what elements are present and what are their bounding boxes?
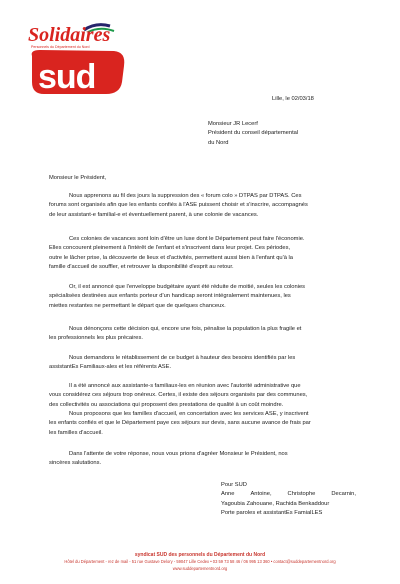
signature-names-row bbox=[221, 490, 356, 499]
signature-line: Pour SUD bbox=[221, 482, 247, 488]
paragraph-line: vous considérez ces séjours trop onéreux. Certes, il existe des séjours organisés par des communes, bbox=[49, 392, 308, 399]
paragraph-line: sincères salutations. bbox=[49, 460, 102, 467]
footer-title: syndicat SUD des personnels du Département du Nord bbox=[134, 552, 266, 558]
paragraph bbox=[49, 235, 356, 272]
footer-website: www.suddepartementnord.org bbox=[172, 566, 228, 571]
paragraph-line: de leur assistant-e familial-e et éventuellement parent, à une colonie de vacances. bbox=[49, 211, 259, 218]
paragraph-line: des collectivités ou associations qui proposent des prestations de qualité à un coût moindre. bbox=[49, 401, 284, 408]
paragraph-line: Dans l'attente de votre réponse, nous vous prions d'agréer Monsieur le Président, nos bbox=[69, 451, 288, 457]
paragraph-line: spécialisées destinées aux enfants porteur d'un handicap seront intégralement maintenues, les bbox=[49, 293, 291, 300]
paragraph bbox=[49, 192, 356, 220]
signature-word: Christophe bbox=[287, 491, 316, 498]
paragraph bbox=[49, 450, 356, 469]
paragraph-line: assistantEs Familiaux-ales et les référents ASE. bbox=[49, 364, 172, 371]
logo-subtitle: Personnels du Département du Nord bbox=[31, 45, 90, 49]
paragraph bbox=[49, 283, 356, 311]
recipient-title: Président du conseil départemental bbox=[208, 130, 299, 137]
paragraph-line: Nous dénonçons cette décision qui, encore une fois, pénalise la population la plus fragile et bbox=[69, 326, 302, 332]
paragraph-line: Ces colonies de vacances sont loin d'être un luxe dont le Département peut faire l'économie. bbox=[69, 236, 305, 242]
footer-address: Hôtel du Département - rez de mail - 51 rue Gustave Delory - 59047 Lille Cedex • 03 59 73 58 46 / 06 995 13 360 • contact@suddepartementnord.org bbox=[64, 559, 336, 564]
paragraph-line: forums sont organisés afin que les enfants confiés à l'ASE puissent choisir et s'inscrire, accompagnés bbox=[49, 202, 308, 209]
place-date: Lille, le 02/03/18 bbox=[272, 96, 314, 102]
sud-solidaires-logo-graphic bbox=[26, 22, 130, 98]
paragraph-line: Il a été annoncé aux assistante-s familiaux-les en réunion avec l'autorité administrative que bbox=[69, 383, 301, 389]
recipient-org: du Nord bbox=[208, 139, 229, 146]
paragraph-line: famille d'accueil de souffler, et retrouver la disponibilité d'esprit au retour. bbox=[49, 263, 234, 270]
paragraph bbox=[49, 325, 356, 344]
signature-line: Porte paroles et assistantEs FamialLES bbox=[221, 509, 323, 516]
paragraph-line: Nous apprenons au fil des jours la suppression des « forum colo » DTPAS par DTPAS. Ces bbox=[69, 193, 302, 199]
paragraph bbox=[49, 410, 356, 438]
signature-word: Antoine, bbox=[250, 491, 272, 498]
salutation: Monsieur le Président, bbox=[49, 175, 107, 181]
union-logo bbox=[26, 22, 130, 98]
logo-mark-text: sud bbox=[38, 58, 96, 96]
paragraph-line: Or, il est annoncé que l'enveloppe budgétaire ayant été réduite de moitié, seules les colonies bbox=[69, 284, 306, 290]
paragraph-line: les enfants confiés et que le Département paye ces séjours sur devis, sans aucune avance de frais par bbox=[49, 420, 311, 427]
signature-block bbox=[221, 481, 356, 518]
recipient-name: Monsieur JR Lecerf bbox=[208, 121, 258, 127]
recipient-block bbox=[208, 120, 298, 148]
paragraph-line: miettes restantes ne permettant le départ que de quelques chanceux. bbox=[49, 302, 226, 309]
paragraph bbox=[49, 354, 356, 373]
paragraph-line: les professionnels les plus précaires. bbox=[49, 335, 143, 342]
paragraph-line: outre le lâcher prise, la découverte de lieux et d'activités, permettent aussi bien à l'enfant qu'à la bbox=[49, 254, 293, 261]
signature-word: Anne bbox=[221, 491, 235, 498]
paragraph-line: Nous proposons que les familles d'accueil, en concertation avec les services ASE, y inscrivent bbox=[69, 411, 309, 417]
paragraph-line: Nous demandons le rétablissement de ce budget à hauteur des besoins identifiés par les bbox=[69, 355, 296, 361]
signature-word: Decarnin, bbox=[331, 491, 356, 498]
logo-title: Solidaires bbox=[28, 24, 111, 46]
paragraph-line: Elles concourent pleinement à l'intérêt de l'enfant et s'inscrivent dans leur projet. Ces périodes, bbox=[49, 245, 291, 252]
signature-line: Yagoubia Zahouane, Rachida Benkaddour bbox=[221, 500, 330, 507]
paragraph-line: les familles d'accueil. bbox=[49, 429, 103, 436]
paragraph bbox=[49, 382, 356, 410]
